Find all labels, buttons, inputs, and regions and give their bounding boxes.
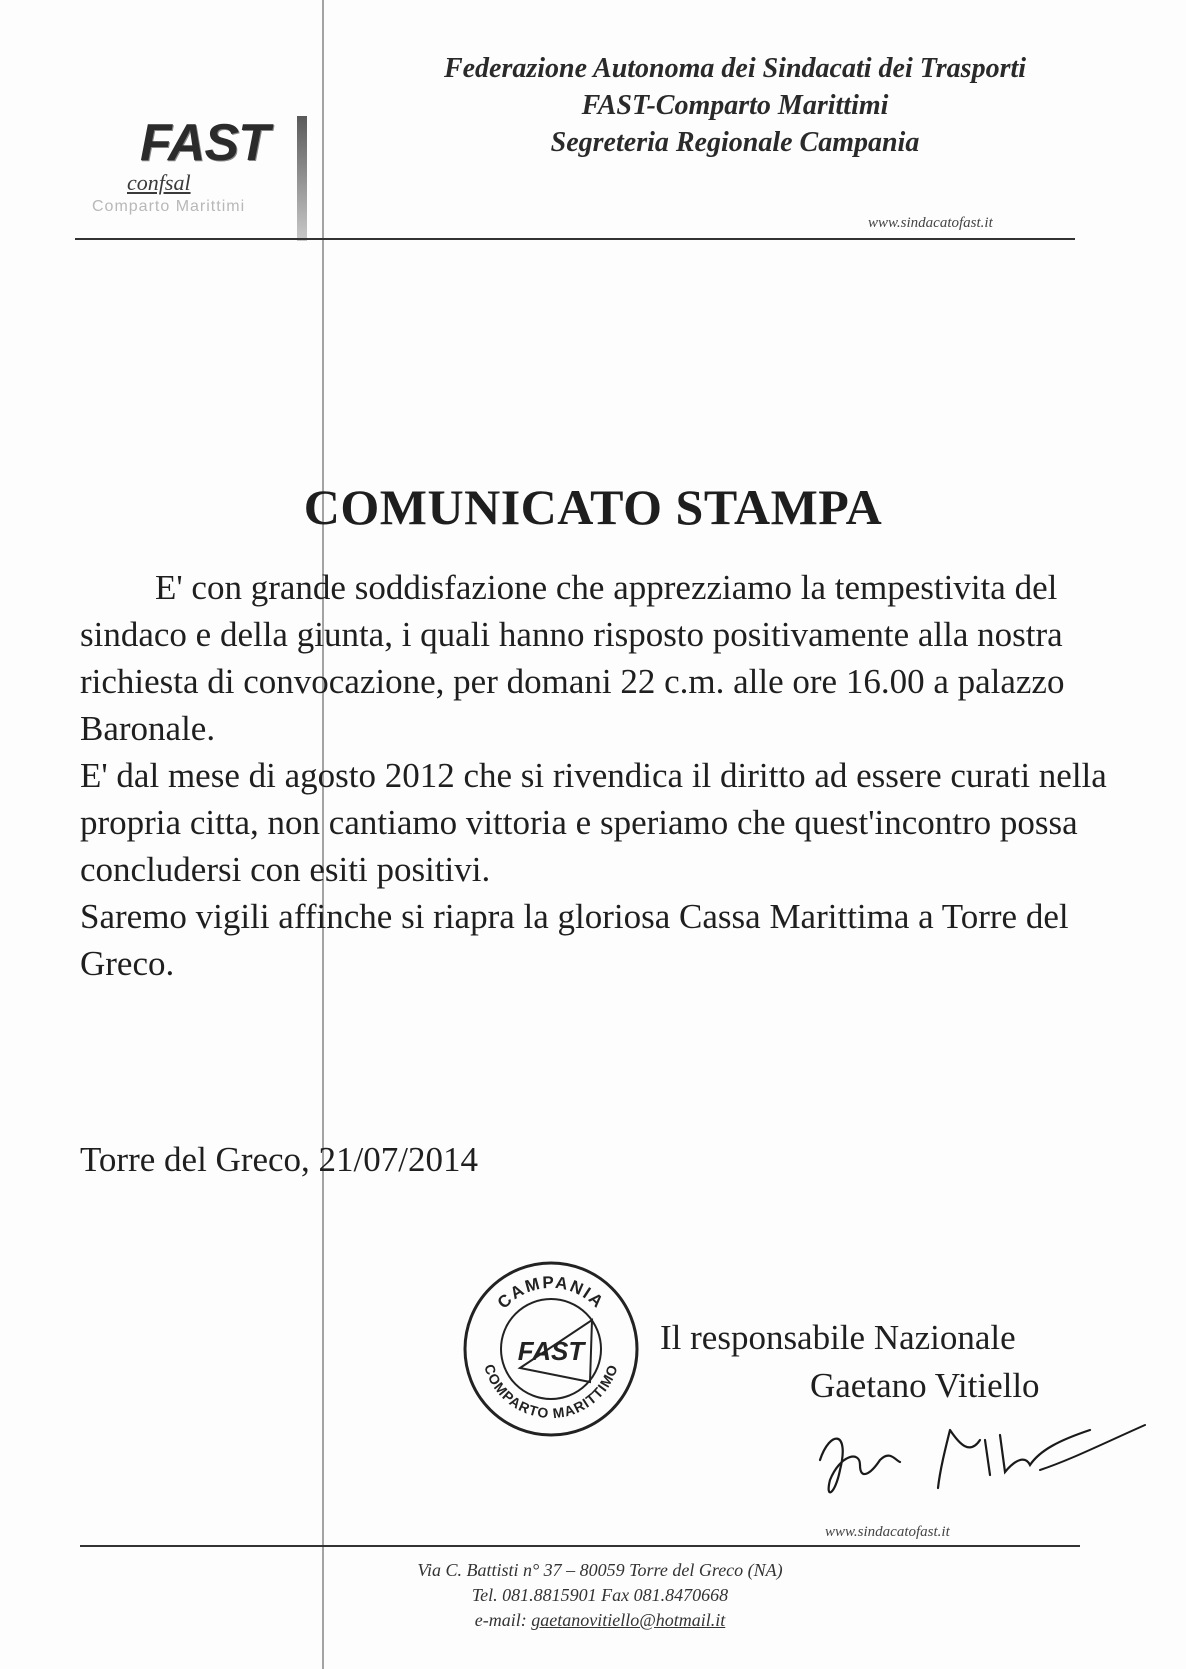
logo-subtitle: Comparto Marittimi [92, 198, 246, 215]
body-paragraph-2: E' dal mese di agosto 2012 che si rivendica il diritto ad essere curati nella propria citta, non cantiamo vittoria e speriamo che quest'incontro possa concludersi con esiti positivi. [80, 756, 1107, 889]
stamp-top-text: CAMPANIA [493, 1272, 609, 1313]
stamp-center-text: FAST [517, 1336, 585, 1366]
fast-logo [92, 58, 307, 223]
logo-flag [297, 116, 307, 241]
footer-email-link[interactable]: gaetanovitiello@hotmail.it [531, 1610, 726, 1630]
footer-email-label: e-mail: [474, 1610, 532, 1630]
signatory-role: Il responsabile Nazionale [660, 1318, 1016, 1357]
handwritten-signature [800, 1400, 1160, 1520]
signatory-name: Gaetano Vitiello [810, 1366, 1040, 1405]
letterhead-line-region: Segreteria Regionale Campania [550, 127, 920, 158]
contact-footer [300, 1558, 900, 1633]
place-and-date: Torre del Greco, 21/07/2014 [80, 1140, 478, 1179]
body-paragraph-3: Saremo vigili affinche si riapra la gloriosa Cassa Marittima a Torre del Greco. [80, 897, 1069, 983]
footer-website-link[interactable]: www.sindacatofast.it [825, 1524, 950, 1540]
union-stamp [462, 1260, 640, 1438]
header-website-link[interactable]: www.sindacatofast.it [868, 215, 993, 231]
document-title: COMUNICATO STAMPA [303, 479, 883, 535]
stamp-bottom-text: COMPARTO MARITTIMO [481, 1361, 621, 1422]
footer-address: Via C. Battisti n° 37 – 80059 Torre del Greco (NA) [417, 1560, 783, 1580]
letterhead-line-federation: Federazione Autonoma dei Sindacati dei Trasporti [443, 53, 1027, 84]
body-paragraph-1: E' con grande soddisfazione che apprezziamo la tempestivita del sindaco e della giunta, i quali hanno risposto positivamente alla nostra richiesta di convocazione, per domani 22 c.m. alle ore 16.00 a palazzo Baronale. [80, 568, 1065, 748]
logo-confederation: confsal [127, 170, 191, 195]
header-divider [75, 238, 1075, 240]
logo-brand: FAST [140, 114, 269, 172]
footer-email-line [300, 1608, 900, 1633]
footer-divider [80, 1545, 1080, 1547]
document-body [80, 564, 1120, 987]
footer-phones: Tel. 081.8815901 Fax 081.8470668 [471, 1585, 729, 1605]
letterhead-line-sector: FAST-Comparto Marittimi [581, 90, 889, 121]
letterhead [340, 50, 1130, 161]
